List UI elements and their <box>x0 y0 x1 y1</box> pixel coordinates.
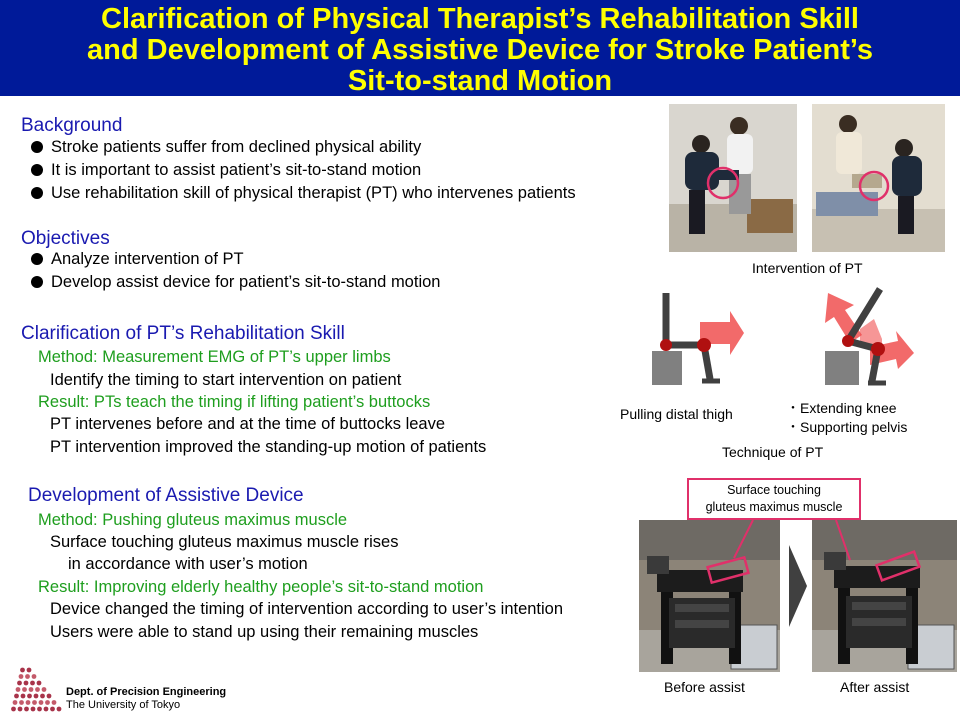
university-logo <box>6 664 62 716</box>
objectives-heading: Objectives <box>21 228 110 249</box>
device-photo-after <box>812 520 957 672</box>
extending-knee-diagram <box>820 285 915 387</box>
clarification-result-detail-2: PT intervention improved the standing-up motion of patients <box>50 438 487 456</box>
device-photo-before <box>639 520 780 672</box>
callout-line-1: Surface touching <box>727 483 821 497</box>
list-item: Use rehabilitation skill of physical therapist (PT) who intervenes patients <box>21 182 576 205</box>
clarification-method: Method: Measurement EMG of PT’s upper limbs <box>38 348 391 366</box>
development-method-detail-1: Surface touching gluteus maximus muscle rises <box>50 533 399 551</box>
clarification-heading: Clarification of PT’s Rehabilitation Skill <box>21 323 345 344</box>
logo-line-1: Dept. of Precision Engineering <box>66 686 227 698</box>
logo-text <box>66 686 226 712</box>
technique-caption: Technique of PT <box>722 444 824 460</box>
supporting-caption: ・Supporting pelvis <box>786 419 908 435</box>
pulling-caption: Pulling distal thigh <box>620 406 733 422</box>
title-line-2: and Development of Assistive Device for Stroke Patient’s <box>87 34 873 66</box>
objectives-list <box>21 248 440 294</box>
development-method-detail-2: in accordance with user’s motion <box>68 555 308 573</box>
list-item: Analyze intervention of PT <box>21 248 440 271</box>
list-item: It is important to assist patient’s sit-to-stand motion <box>21 159 576 182</box>
arrow-right-icon <box>787 545 809 627</box>
development-heading: Development of Assistive Device <box>28 485 304 506</box>
list-item: Develop assist device for patient’s sit-to-stand motion <box>21 271 440 294</box>
clarification-method-detail: Identify the timing to start intervention on patient <box>50 371 402 389</box>
intervention-caption: Intervention of PT <box>752 260 863 276</box>
clarification-result: Result: PTs teach the timing if lifting patient’s buttocks <box>38 393 431 411</box>
background-list <box>21 136 576 205</box>
logo-line-2: The University of Tokyo <box>66 699 181 711</box>
title-banner <box>0 0 960 96</box>
callout-line-2: gluteus maximus muscle <box>705 500 843 514</box>
title-line-1: Clarification of Physical Therapist’s Rehabilitation Skill <box>101 3 859 35</box>
pt-intervention-photo-side <box>812 104 945 252</box>
title-line-3: Sit-to-stand Motion <box>347 65 613 97</box>
before-caption: Before assist <box>664 679 745 695</box>
pt-intervention-photo-front <box>669 104 797 252</box>
after-caption: After assist <box>840 679 910 695</box>
development-result-detail-2: Users were able to stand up using their remaining muscles <box>50 623 479 641</box>
development-result-detail-1: Device changed the timing of intervention according to user’s intention <box>50 600 564 618</box>
callout-box <box>687 478 861 520</box>
pulling-thigh-diagram <box>648 287 748 387</box>
clarification-result-detail-1: PT intervenes before and at the time of buttocks leave <box>50 415 446 433</box>
extending-caption: ・Extending knee <box>786 400 897 416</box>
list-item: Stroke patients suffer from declined physical ability <box>21 136 576 159</box>
development-result: Result: Improving elderly healthy people’s sit-to-stand motion <box>38 578 484 596</box>
background-heading: Background <box>21 115 123 136</box>
development-method: Method: Pushing gluteus maximus muscle <box>38 511 348 529</box>
